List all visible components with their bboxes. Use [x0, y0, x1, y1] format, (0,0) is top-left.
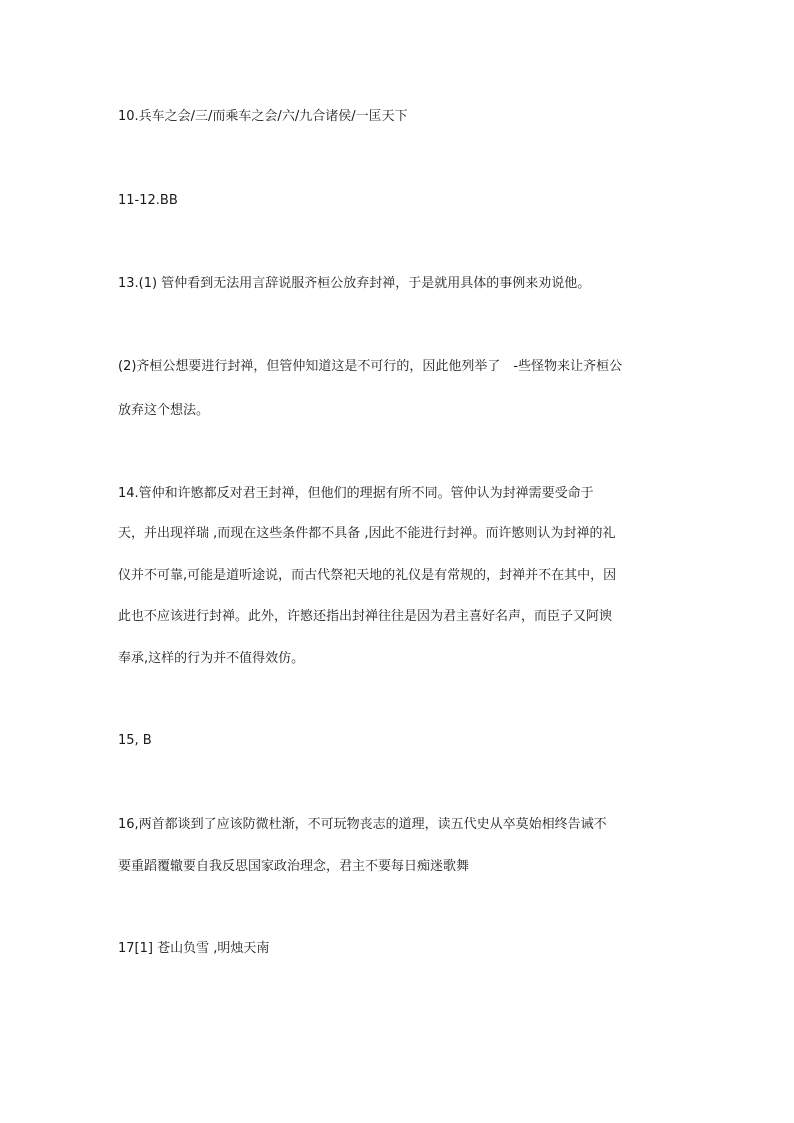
answer-14-line4: 此也不应该进行封禅。此外，许慜还指出封禅往往是因为君主喜好名声，而臣子又阿谀	[118, 609, 613, 624]
answer-16-line1: 16,两首都谈到了应该防微杜渐，不可玩物丧志的道理，读五代史从卒莫始相终告诫不	[118, 817, 607, 832]
answer-10: 10.兵车之会/三/而乘车之会/六/九合诸侯/一匡天下	[118, 109, 408, 124]
answer-11-12: 11-12.BB	[118, 193, 178, 208]
answer-16-line2: 要重蹈覆辙要自我反思国家政治理念，君主不要每日痴迷歌舞	[118, 859, 470, 874]
answer-13-part2-line1: (2)齐桓公想要进行封禅，但管仲知道这是不可行的，因此他列举了 -些怪物来让齐桓公	[118, 359, 623, 374]
answer-13-part2-line2: 放弃这个想法。	[118, 403, 210, 418]
answer-14-line3: 仪并不可靠,可能是道听途说，而古代祭祀天地的礼仪是有常规的，封禅并不在其中，因	[118, 568, 617, 583]
answer-15: 15, B	[118, 733, 152, 748]
answer-14-line5: 奉承,这样的行为并不值得效仿。	[118, 651, 305, 666]
answer-17: 17[1] 苍山负雪 ,明烛天南	[118, 941, 270, 956]
answer-14-line1: 14.管仲和许慜都反对君王封禅，但他们的理据有所不同。管仲认为封禅需要受命于	[118, 486, 594, 501]
answer-14-line2: 天，并出现祥瑞 ,而现在这些条件都不具备 ,因此不能进行封禅。而许慜则认为封禅的礼	[118, 526, 616, 541]
answer-13-part1: 13.(1) 管仲看到无法用言辞说服齐桓公放弃封禅，于是就用具体的事例来劝说他。	[118, 276, 591, 291]
